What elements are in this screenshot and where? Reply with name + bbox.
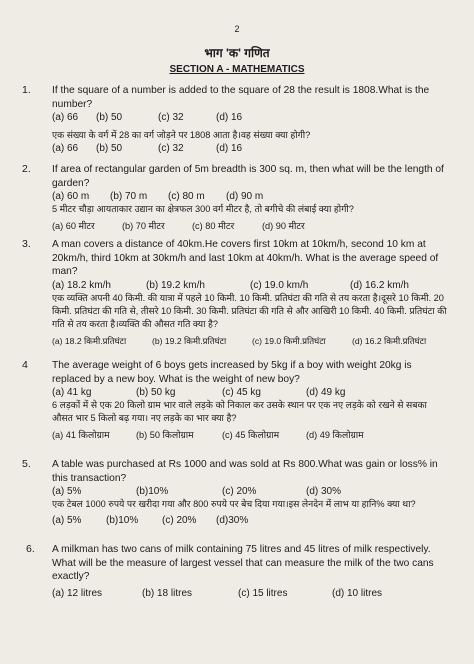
question-body bbox=[52, 543, 450, 600]
option-a: (a) 5% bbox=[52, 486, 82, 497]
option-c: (c) 32 bbox=[158, 112, 184, 123]
options-hi bbox=[52, 220, 450, 233]
option-c: (c) 80 m bbox=[168, 191, 205, 202]
option-a: (a) 41 किलोग्राम bbox=[52, 430, 110, 440]
question-text-hi: एक व्यक्ति अपनी 40 किमी. की यात्रा में पहले 10 किमी. 10 किमी. प्रतिघंटा की गति से तय करता है।दूसरे 10 किमी. 20 किमी. प्रतिघंटा की गति से, तीसरे 10 किमी. 30 किमी. प्रतिघंटा की गति से और आखिरी 10 किमी. 40 किमी. प्रतिघंटा की गति से तय करता है।व्यक्ति की औसत गति क्या है? bbox=[52, 292, 447, 329]
options-hi bbox=[52, 335, 450, 348]
option-c: (c) 20% bbox=[162, 515, 197, 526]
question-text-en: If area of rectangular garden of 5m breadth is 300 sq. m, then what will be the length of garden? bbox=[52, 164, 444, 189]
option-c: (c) 45 kg bbox=[222, 387, 261, 398]
option-d: (d) 10 litres bbox=[332, 587, 383, 599]
question-body bbox=[52, 238, 450, 348]
option-a: (a) 18.2 किमी.प्रतिघंटा bbox=[52, 335, 127, 346]
option-c: (c) 45 किलोग्राम bbox=[222, 430, 280, 440]
option-c: (c) 15 litres bbox=[238, 587, 288, 599]
question-body bbox=[52, 163, 450, 233]
option-d: (d)30% bbox=[216, 515, 249, 526]
question-body bbox=[52, 458, 450, 527]
option-c: (c) 19.0 किमी.प्रतिघंटा bbox=[252, 335, 326, 346]
question-text-hi: 6 लड़कों में से एक 20 किलो ग्राम भार वाले लड़के को निकाल कर उसके स्थान पर एक नए लड़के को रखने से सबका औसत भार 5 किलो बढ़ गया। नए लड़के का भार क्या है? bbox=[52, 400, 427, 423]
question-body bbox=[52, 359, 450, 442]
options-hi bbox=[52, 429, 450, 442]
question-number: 4 bbox=[22, 359, 28, 371]
option-a: (a) 41 kg bbox=[52, 387, 92, 398]
option-b: (b) 18 litres bbox=[142, 587, 193, 599]
question-number: 1. bbox=[22, 84, 31, 96]
option-d: (d) 49 किलोग्राम bbox=[306, 430, 364, 440]
option-c: (c) 20% bbox=[222, 486, 257, 497]
options-hi bbox=[52, 514, 450, 527]
options-en bbox=[52, 386, 450, 399]
question-number: 3. bbox=[22, 238, 31, 250]
option-a: (a) 66 bbox=[52, 112, 79, 123]
option-d: (d) 16.2 km/h bbox=[350, 279, 409, 291]
options-hi bbox=[52, 142, 450, 155]
question-text-en: If the square of a number is added to the square of 28 the result is 1808.What is the number? bbox=[52, 85, 430, 110]
option-b: (b) 19.2 किमी.प्रतिघंटा bbox=[152, 335, 227, 346]
question-body bbox=[52, 84, 450, 155]
page-number: 2 bbox=[234, 24, 240, 34]
options-en bbox=[52, 485, 450, 498]
question-text-en: The average weight of 6 boys gets increased by 5kg if a boy with weight 20kg is replaced by a new boy. What is the weight of new boy? bbox=[52, 360, 412, 385]
option-c: (c) 32 bbox=[158, 143, 184, 154]
option-b: (b) 50 kg bbox=[136, 387, 176, 398]
question-text-en: A table was purchased at Rs 1000 and was sold at Rs 800.What was gain or loss% in this transaction? bbox=[52, 459, 438, 484]
option-b: (b) 50 bbox=[96, 143, 123, 154]
options-en bbox=[52, 190, 450, 203]
question-text-hi: एक संख्या के वर्ग में 28 का वर्ग जोड़ने पर 1808 आता है।वह संख्या क्या होगी? bbox=[52, 130, 311, 140]
options-en bbox=[52, 279, 450, 292]
option-d: (d) 90 m bbox=[226, 191, 264, 202]
option-d: (d) 90 मीटर bbox=[262, 221, 305, 231]
option-d: (d) 16 bbox=[216, 112, 243, 123]
part-title: भाग 'क' गणित bbox=[204, 46, 270, 60]
option-b: (b) 70 मीटर bbox=[122, 221, 165, 231]
option-b: (b) 50 किलोग्राम bbox=[136, 430, 194, 440]
option-b: (b) 19.2 km/h bbox=[146, 279, 205, 291]
option-a: (a) 66 bbox=[52, 143, 79, 154]
question-number: 6. bbox=[26, 543, 35, 555]
option-d: (d) 16.2 किमी.प्रतिघंटा bbox=[352, 335, 427, 346]
option-a: (a) 60 मीटर bbox=[52, 221, 95, 231]
option-b: (b)10% bbox=[106, 515, 139, 526]
option-d: (d) 49 kg bbox=[306, 387, 346, 398]
option-d: (d) 30% bbox=[306, 486, 342, 497]
options-en bbox=[52, 587, 450, 600]
question-text-hi: 5 मीटर चौड़ा आयताकार उद्यान का क्षेत्रफल 300 वर्ग मीटर है, तो बगीचे की लंबाई क्या होगी? bbox=[52, 204, 354, 214]
option-b: (b)10% bbox=[136, 486, 169, 497]
option-c: (c) 19.0 km/h bbox=[250, 279, 309, 291]
question-number: 5. bbox=[22, 458, 31, 470]
section-title: SECTION A - MATHEMATICS bbox=[169, 64, 305, 75]
option-c: (c) 80 मीटर bbox=[192, 221, 235, 231]
question-text-en: A milkman has two cans of milk containing 75 litres and 45 litres of milk respectively. What will be the measure of largest vessel that can measure the milk of the two cans exactly? bbox=[52, 544, 434, 582]
option-b: (b) 50 bbox=[96, 112, 123, 123]
option-a: (a) 18.2 km/h bbox=[52, 279, 111, 291]
question-number: 2. bbox=[22, 163, 31, 175]
option-d: (d) 16 bbox=[216, 143, 243, 154]
option-b: (b) 70 m bbox=[110, 191, 148, 202]
question-text-hi: एक टेबल 1000 रुपये पर खरीदा गया और 800 रुपये पर बेच दिया गया।इस लेनदेन में लाभ या हानि% क्या था? bbox=[52, 499, 416, 509]
options-en bbox=[52, 111, 450, 124]
question-text-en: A man covers a distance of 40km.He covers first 10km at 10km/h, second 10 km at 20km/h, third 10km at 30km/h and last 10km at 40km/h. What is the average speed of man? bbox=[52, 239, 439, 277]
option-a: (a) 60 m bbox=[52, 191, 90, 202]
option-a: (a) 12 litres bbox=[52, 587, 103, 599]
option-a: (a) 5% bbox=[52, 515, 82, 526]
